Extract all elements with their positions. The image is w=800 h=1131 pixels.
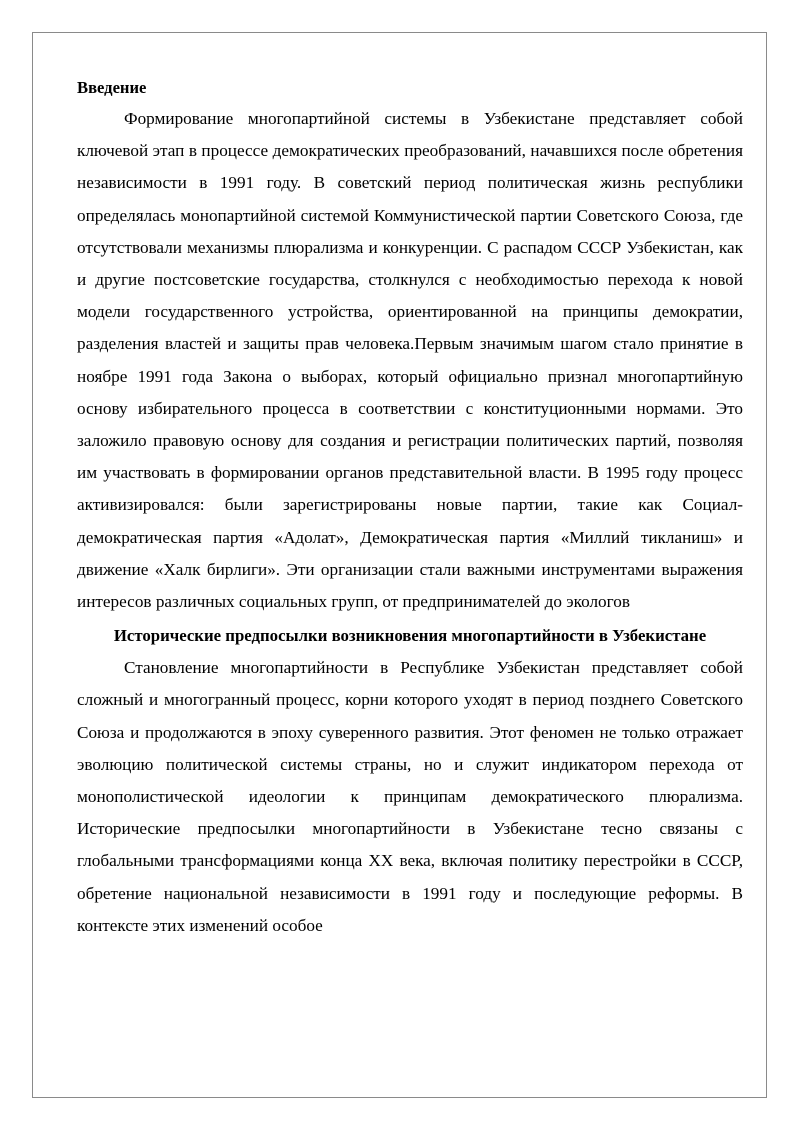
section-heading: Исторические предпосылки возникновения многопартийности в Узбекистане (113, 626, 707, 646)
document-page (32, 32, 767, 1098)
document-body (77, 73, 743, 942)
section-paragraph: Становление многопартийности в Республике Узбекистан представляет собой сложный и многогранный процесс, корни которого уходят в период позднего Советского Союза и продолжаются в эпоху суверенного развития. Этот феномен не только отражает эволюцию политической системы страны, но и служит индикатором перехода от монополистической идеологии к принципам демократического плюрализма. Исторические предпосылки многопартийности в Узбекистане тесно связаны с глобальными трансформациями конца XX века, включая политику перестройки в СССР, обретение национальной независимости в 1991 году и последующие реформы. В контексте этих изменений особое (77, 658, 743, 935)
intro-heading: Введение (77, 78, 147, 97)
intro-paragraph: Формирование многопартийной системы в Узбекистане представляет собой ключевой этап в процессе демократических преобразований, начавшихся после обретения независимости в 1991 году. В советский период политическая жизнь республики определялась монопартийной системой Коммунистической партии Советского Союза, где отсутствовали механизмы плюрализма и конкуренции. С распадом СССР Узбекистан, как и другие постсоветские государства, столкнулся с необходимостью перехода к новой модели государственного устройства, ориентированной на принципы демократии, разделения властей и защиты прав человека.Первым значимым шагом стало принятие в ноябре 1991 года Закона о выборах, который официально признал многопартийную основу избирательного процесса в соответствии с конституционными нормами. Это заложило правовую основу для создания и регистрации политических партий, позволяя им участвовать в формировании органов представительной власти. В 1995 году процесс активизировался: были зарегистрированы новые партии, такие как Социал-демократическая партия «Адолат», Демократическая партия «Миллий тикланиш» и движение «Халк бирлиги». Эти организации стали важными инструментами выражения интересов различных социальных групп, от предпринимателей до экологов (77, 109, 743, 612)
